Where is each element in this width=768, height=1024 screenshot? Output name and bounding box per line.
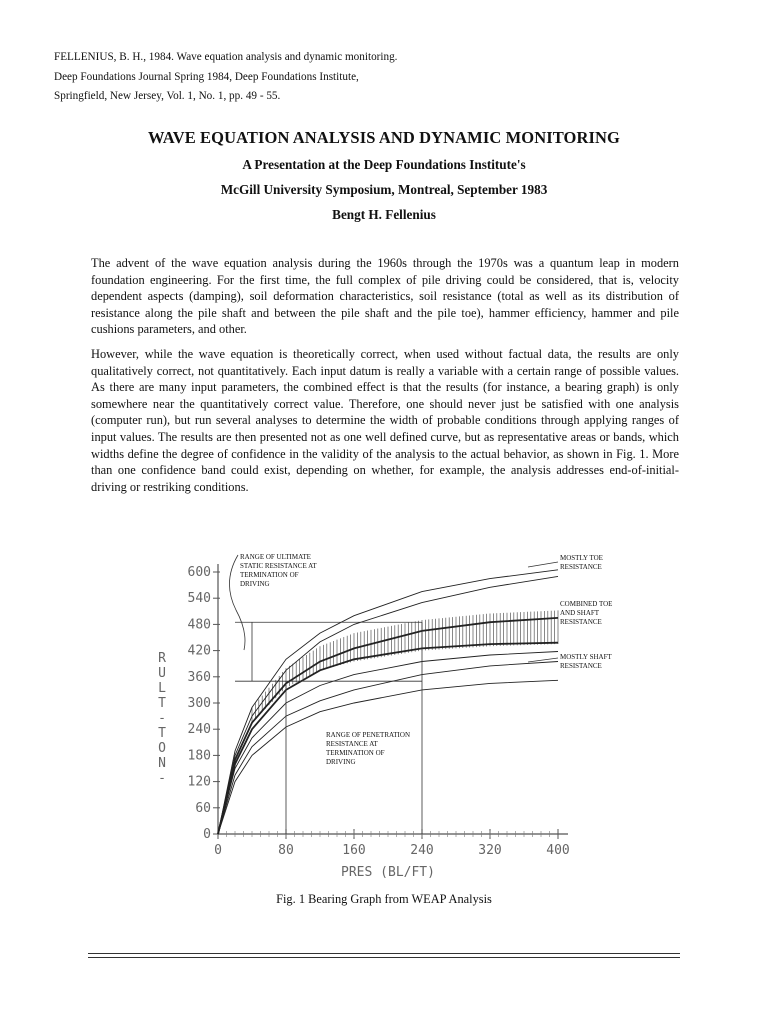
annotation-ultimate-resistance: RANGE OF ULTIMATE	[240, 553, 311, 561]
y-axis-title-char: R	[158, 651, 166, 666]
y-tick-label: 0	[203, 827, 211, 842]
y-axis-title-char: -	[158, 771, 166, 786]
figure-caption: Fig. 1 Bearing Graph from WEAP Analysis	[276, 892, 492, 906]
annotation-combined-resistance: COMBINED TOE	[560, 600, 613, 608]
citation-line: FELLENIUS, B. H., 1984. Wave equation analysis and dynamic monitoring.	[54, 51, 398, 63]
y-tick-label: 600	[187, 565, 211, 580]
y-axis-title-char: -	[158, 711, 166, 726]
x-tick-label: 80	[278, 843, 294, 858]
y-tick-label: 360	[187, 669, 211, 685]
x-tick-label: 400	[546, 843, 570, 858]
footer-rule	[88, 953, 680, 954]
y-axis-title-char: N	[158, 756, 166, 771]
y-tick-label: 60	[195, 800, 211, 816]
annotation-shaft-resistance: RESISTANCE	[560, 662, 602, 670]
y-tick-label: 480	[187, 617, 211, 633]
y-axis-title-char: T	[158, 726, 166, 741]
body-paragraph: The advent of the wave equation analysis during the 1960s through the 1970s was a quantum leap in modern foundation engineering. For the first time, the full complex of pile driving could be considered, that is, velocity dependent aspects (damping), soil deformation characteristics, soil resistance (total as well as its distribution of resistance along the pile shaft and between the pile shaft and the pile toe), hammer efficiency, hammer and pile cushions parameters, and other.	[91, 256, 679, 337]
annotation-shaft-resistance: MOSTLY SHAFT	[560, 653, 612, 661]
x-tick-label: 0	[214, 843, 222, 858]
bearing-graph-figure	[144, 522, 622, 886]
y-axis-title-char: T	[158, 696, 166, 711]
paper-subtitle: McGill University Symposium, Montreal, September 1983	[220, 182, 548, 197]
bearing-curve	[218, 652, 558, 835]
bearing-graph-chart	[144, 522, 622, 886]
bearing-curve	[218, 662, 558, 835]
body-paragraph: However, while the wave equation is theoretically correct, when used without factual data, the results are only qualitatively correct, not quantitatively. Each input datum is really a variable with a certain range of possible values. As there are many input parameters, the combined effect is that the results (for instance, a bearing graph) is only somewhere near the quantitatively correct value. Therefore, one should never just be satisfied with one analysis (computer run), but run several analyses to determine the width of probable conditions through applying ranges of input values. The results are then presented not as one well defined curve, but as representative areas or bands, which widths define the degree of confidence in the validity of the analysis to the actual behavior, as shown in Fig. 1. More than one confidence band could exist, depending on whether, for example, the analysis addresses end-of-initial-driving or restriking conditions.	[91, 347, 679, 494]
annotation-ultimate-resistance: TERMINATION OF	[240, 571, 299, 579]
annotation-combined-resistance: AND SHAFT	[560, 609, 600, 617]
paper-title: WAVE EQUATION ANALYSIS AND DYNAMIC MONITORING	[148, 128, 620, 147]
x-axis-title: PRES (BL/FT)	[341, 865, 435, 880]
annotation-penetration-resistance: RESISTANCE AT	[326, 740, 378, 748]
citation	[54, 48, 397, 107]
citation-line: Deep Foundations Journal Spring 1984, Deep Foundations Institute,	[54, 70, 359, 83]
y-tick-label: 180	[187, 748, 211, 764]
annotation-combined-resistance: RESISTANCE	[560, 618, 602, 626]
annotation-leader	[528, 562, 558, 567]
annotation-penetration-resistance: TERMINATION OF	[326, 749, 385, 757]
annotation-penetration-resistance: DRIVING	[326, 758, 356, 766]
x-tick-label: 320	[478, 843, 502, 858]
author: Bengt H. Fellenius	[332, 207, 436, 222]
citation-line: Springfield, New Jersey, Vol. 1, No. 1, pp. 49 - 55.	[54, 90, 281, 102]
y-tick-label: 540	[187, 591, 211, 607]
annotation-penetration-resistance: RANGE OF PENETRATION	[326, 731, 410, 739]
y-axis-title-char: U	[158, 666, 166, 681]
footer-rule	[88, 957, 680, 958]
y-axis-title-char: O	[158, 741, 166, 756]
annotation-ultimate-resistance: DRIVING	[240, 580, 270, 588]
paper-subtitle: A Presentation at the Deep Foundations Institute's	[242, 157, 526, 172]
y-tick-label: 120	[187, 774, 211, 790]
y-axis-title-char: L	[158, 681, 166, 696]
annotation-toe-resistance: RESISTANCE	[560, 563, 602, 571]
annotation-ultimate-resistance: STATIC RESISTANCE AT	[240, 562, 317, 570]
x-tick-label: 240	[410, 843, 434, 858]
y-tick-label: 420	[187, 643, 211, 659]
y-tick-label: 240	[187, 722, 211, 738]
x-tick-label: 160	[342, 843, 366, 858]
y-tick-label: 300	[187, 696, 211, 711]
annotation-toe-resistance: MOSTLY TOE	[560, 554, 603, 562]
